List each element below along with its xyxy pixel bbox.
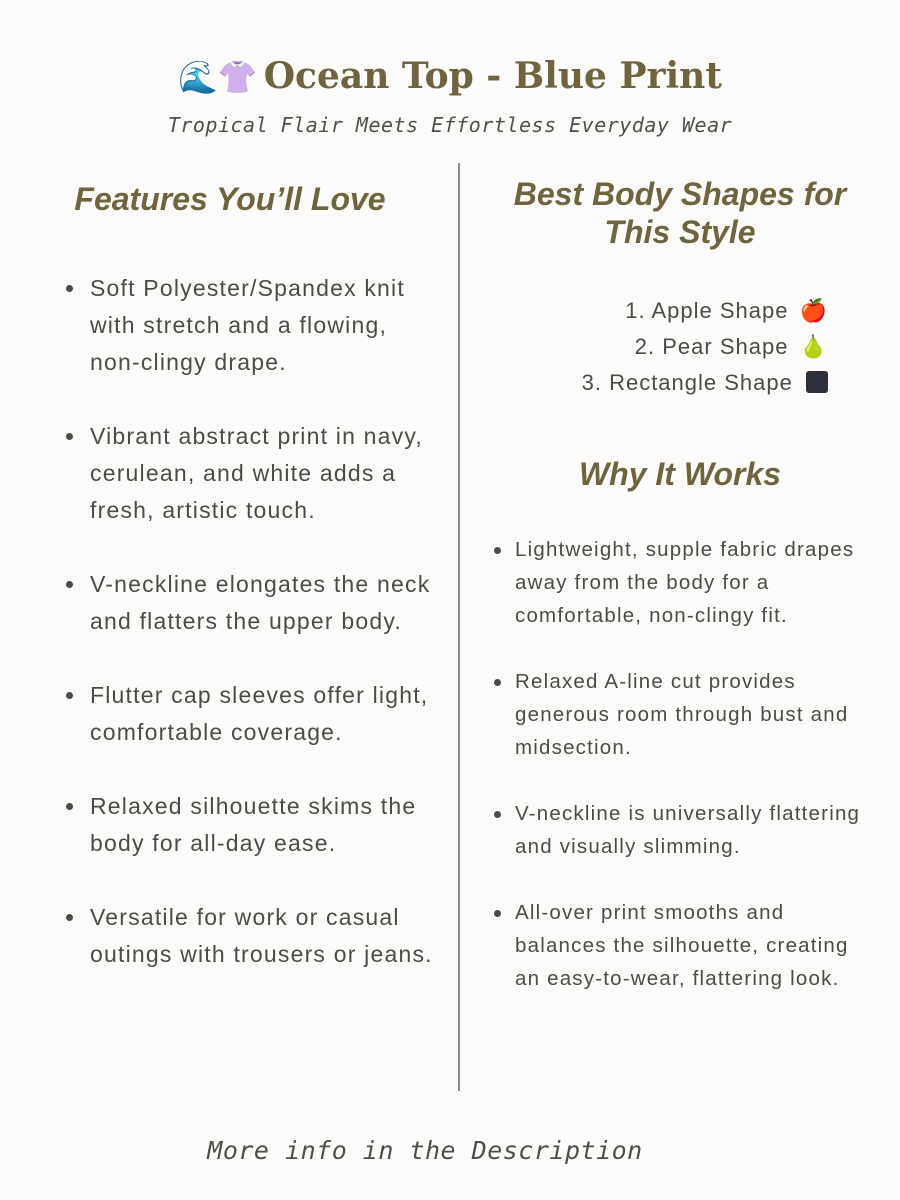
right-column bbox=[480, 175, 880, 1028]
features-list bbox=[60, 270, 445, 973]
feature-item: Relaxed silhouette skims the body for all-day ease. bbox=[60, 788, 445, 862]
apple-icon: 🍎 bbox=[799, 299, 828, 324]
column-divider bbox=[458, 163, 460, 1091]
body-shapes-heading: Best Body Shapes for This Style bbox=[513, 176, 847, 250]
features-column bbox=[60, 180, 445, 1010]
body-shape-label: 3. Rectangle Shape bbox=[581, 370, 793, 395]
header bbox=[0, 52, 900, 137]
body-shape-item bbox=[480, 329, 828, 365]
why-item: All-over print smooths and balances the silhouette, creating an easy-to-wear, flattering look. bbox=[480, 896, 880, 995]
black-square-icon bbox=[806, 371, 828, 393]
footer-note: More info in the Description bbox=[207, 1136, 643, 1165]
body-shape-item bbox=[480, 365, 828, 400]
feature-item: V-neckline elongates the neck and flatters the upper body. bbox=[60, 566, 445, 640]
why-heading: Why It Works bbox=[578, 456, 782, 492]
page-subtitle: Tropical Flair Meets Effortless Everyday Wear bbox=[167, 113, 733, 137]
pear-icon: 🍐 bbox=[799, 335, 828, 360]
feature-item: Versatile for work or casual outings with trousers or jeans. bbox=[60, 899, 445, 973]
body-shape-label: 1. Apple Shape bbox=[625, 298, 789, 323]
why-item: Relaxed A-line cut provides generous room through bust and midsection. bbox=[480, 665, 880, 764]
feature-item: Soft Polyester/Spandex knit with stretch and a flowing, non-clingy drape. bbox=[60, 270, 445, 381]
features-heading: Features You’ll Love bbox=[74, 181, 386, 217]
page-title-text: Ocean Top - Blue Print bbox=[263, 55, 722, 97]
why-item: V-neckline is universally flattering and visually slimming. bbox=[480, 797, 880, 863]
body-shape-item bbox=[480, 293, 828, 329]
why-list bbox=[480, 533, 880, 995]
feature-item: Vibrant abstract print in navy, cerulean, and white adds a fresh, artistic touch. bbox=[60, 418, 445, 529]
wave-shirt-icon: 🌊👚 bbox=[178, 58, 258, 96]
why-item: Lightweight, supple fabric drapes away from the body for a comfortable, non-clingy fit. bbox=[480, 533, 880, 632]
feature-item: Flutter cap sleeves offer light, comfortable coverage. bbox=[60, 677, 445, 751]
body-shape-label: 2. Pear Shape bbox=[634, 334, 789, 359]
body-shapes-list bbox=[480, 293, 880, 400]
page-title bbox=[0, 52, 900, 101]
